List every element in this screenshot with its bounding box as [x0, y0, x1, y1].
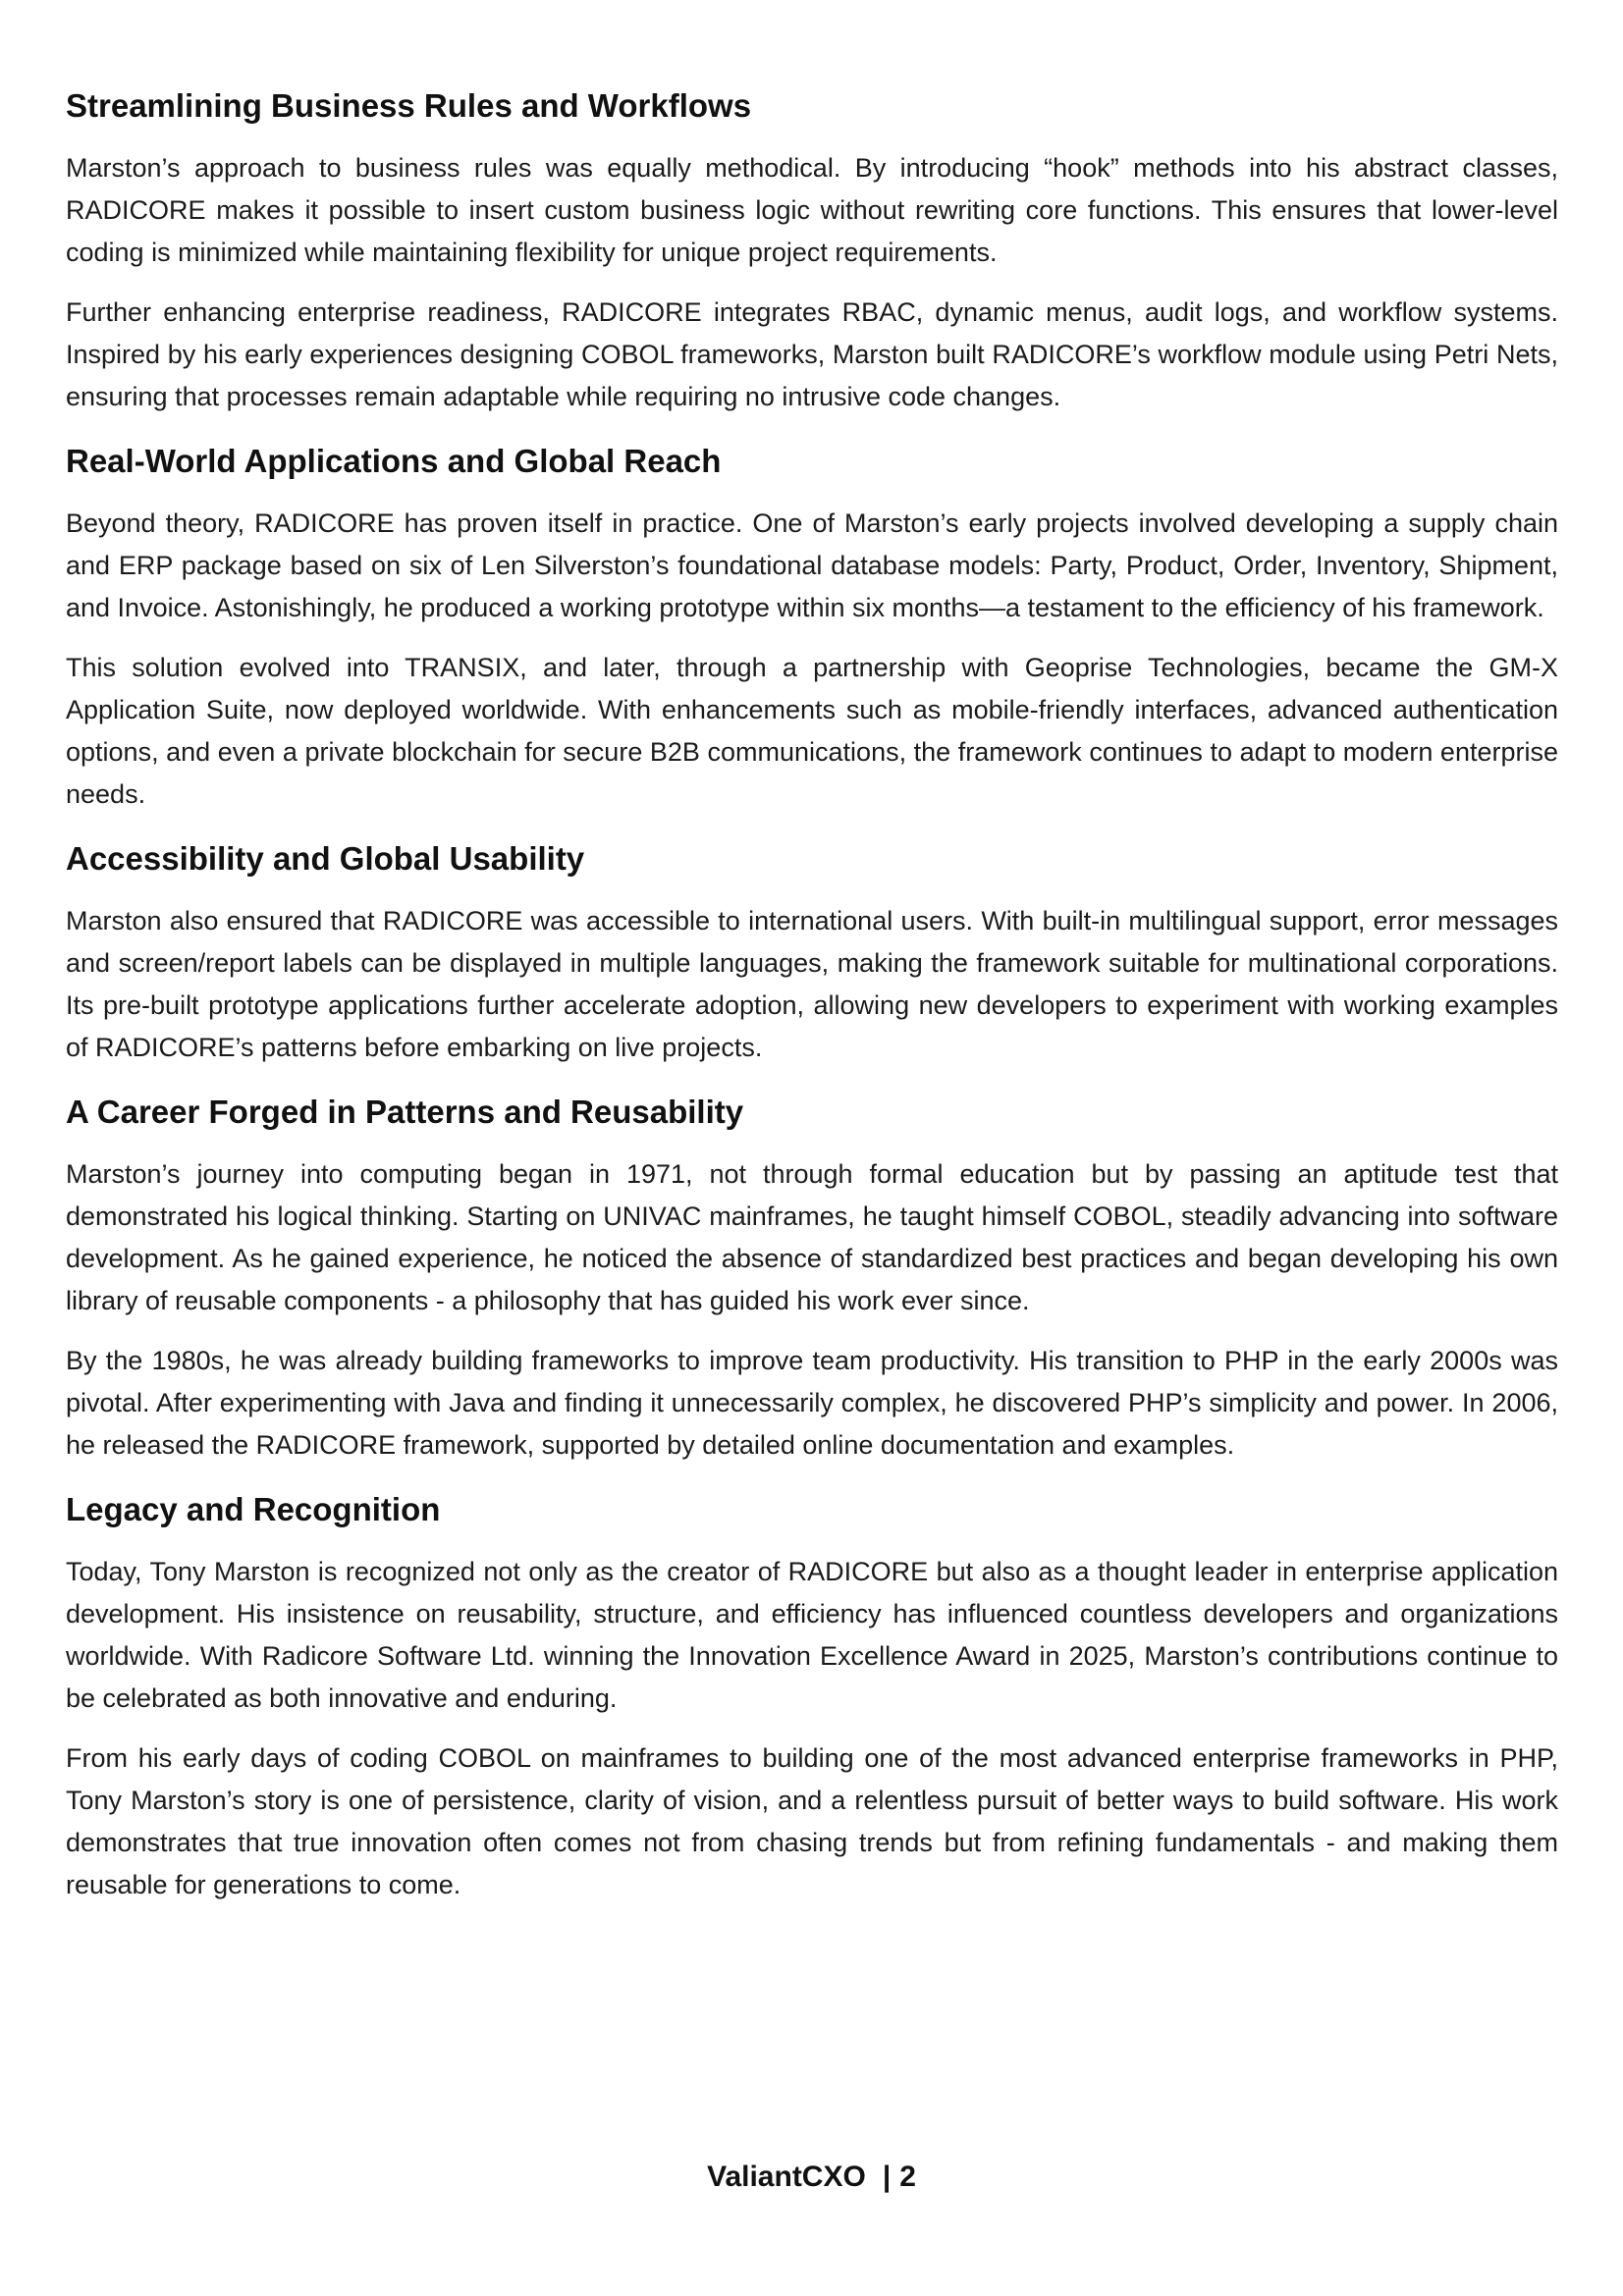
- section-heading: Accessibility and Global Usability: [66, 840, 585, 877]
- footer-page-number: 2: [899, 2161, 916, 2193]
- body-paragraph: Beyond theory, RADICORE has proven itself in practice. One of Marston’s early projects involved developing a supply chain and ERP package based on six of Len Silverston’s foundational database models: Party, Product, Order, Inventory, Shipment, and Invoice. Astonishingly, he produced a working prototype within six months—a testament to the efficiency of his framework.: [66, 508, 1558, 622]
- body-paragraph: From his early days of coding COBOL on mainframes to building one of the most advanced enterprise frameworks in PHP, Tony Marston’s story is one of persistence, clarity of vision, and a relentless pursuit of better ways to build software. His work demonstrates that true innovation often comes not from chasing trends but from refining fundamentals - and making them reusable for generations to come.: [66, 1743, 1558, 1899]
- page-footer: [0, 2160, 1623, 2195]
- body-paragraph: By the 1980s, he was already building frameworks to improve team productivity. His transition to PHP in the early 2000s was pivotal. After experimenting with Java and finding it unnecessarily complex, he discovered PHP’s simplicity and power. In 2006, he released the RADICORE framework, supported by detailed online documentation and examples.: [66, 1346, 1558, 1460]
- footer-separator: |: [882, 2161, 892, 2193]
- section-heading: Legacy and Recognition: [66, 1491, 441, 1527]
- body-paragraph: Further enhancing enterprise readiness, RADICORE integrates RBAC, dynamic menus, audit logs, and workflow systems. Inspired by his early experiences designing COBOL frameworks, Marston built RADICORE’s workflow module using Petri Nets, ensuring that processes remain adaptable while requiring no intrusive code changes.: [66, 297, 1558, 411]
- body-paragraph: Marston’s approach to business rules was equally methodical. By introducing “hook” methods into his abstract classes, RADICORE makes it possible to insert custom business logic without rewriting core functions. This ensures that lower-level coding is minimized while maintaining flexibility for unique project requirements.: [66, 153, 1558, 267]
- section-heading: Streamlining Business Rules and Workflows: [66, 87, 752, 124]
- body-paragraph: Marston also ensured that RADICORE was accessible to international users. With built-in multilingual support, error messages and screen/report labels can be displayed in multiple languages, making the framework suitable for multinational corporations. Its pre-built prototype applications further accelerate adoption, allowing new developers to experiment with working examples of RADICORE’s patterns before embarking on live projects.: [66, 906, 1558, 1062]
- document-content: [66, 84, 1558, 1924]
- body-paragraph: Marston’s journey into computing began in 1971, not through formal education but by passing an aptitude test that demonstrated his logical thinking. Starting on UNIVAC mainframes, he taught himself COBOL, steadily advancing into software development. As he gained experience, he noticed the absence of standardized best practices and began developing his own library of reusable components - a philosophy that has guided his work ever since.: [66, 1159, 1558, 1315]
- section-heading: A Career Forged in Patterns and Reusability: [66, 1094, 744, 1130]
- section-heading: Real-World Applications and Global Reach: [66, 443, 722, 479]
- footer-brand: ValiantCXO: [707, 2161, 866, 2193]
- body-paragraph: Today, Tony Marston is recognized not only as the creator of RADICORE but also as a thought leader in enterprise application development. His insistence on reusability, structure, and efficiency has influenced countless developers and organizations worldwide. With Radicore Software Ltd. winning the Innovation Excellence Award in 2025, Marston’s contributions continue to be celebrated as both innovative and enduring.: [66, 1557, 1558, 1713]
- body-paragraph: This solution evolved into TRANSIX, and later, through a partnership with Geoprise Technologies, became the GM-X Application Suite, now deployed worldwide. With enhancements such as mobile-friendly interfaces, advanced authentication options, and even a private blockchain for secure B2B communications, the framework continues to adapt to modern enterprise needs.: [66, 653, 1558, 809]
